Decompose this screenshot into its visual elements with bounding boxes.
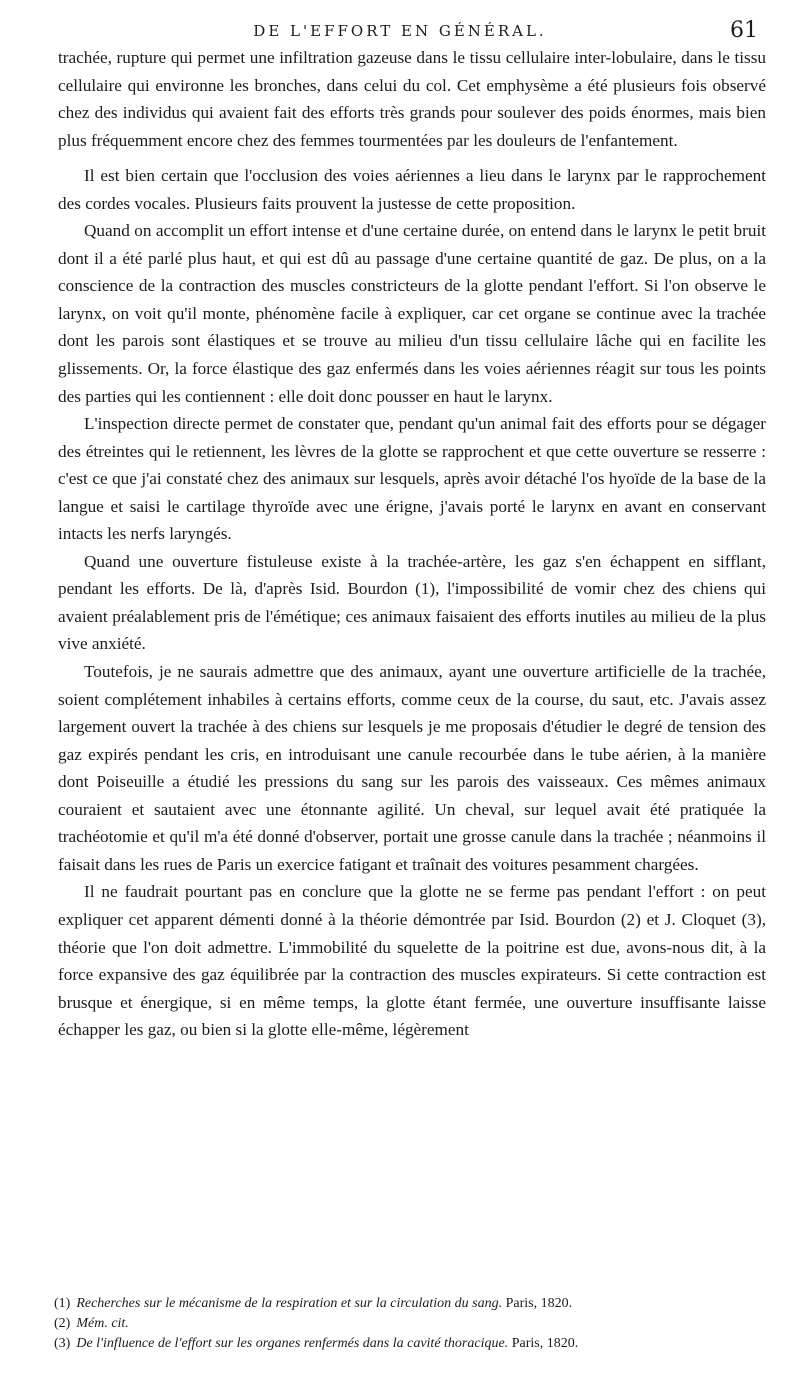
footnote-title: De l'influence de l'effort sur les organes renfermés dans la cavité thoracique. [76, 1336, 509, 1351]
footnote-mark: (1) [54, 1296, 71, 1311]
footnote-title: Recherches sur le mécanisme de la respiration et sur la circulation du sang. [76, 1296, 503, 1311]
footnote [54, 1314, 766, 1334]
page-number: 61 [730, 18, 758, 43]
footnotes [54, 1294, 766, 1354]
paragraph: Quand une ouverture fistuleuse existe à la trachée-artère, les gaz s'en échappent en sifflant, pendant les efforts. De là, d'après Isid. Bourdon (1), l'impossibilité de vomir chez des chiens qui avaient préalablement pris de l'émétique; ces animaux faisaient des efforts inutiles au milieu de la plus vive anxiété. [58, 551, 766, 654]
paragraph: Il est bien certain que l'occlusion des voies aériennes a lieu dans le larynx par le rapprochement des cordes vocales. Plusieurs faits prouvent la justesse de cette proposition. [58, 166, 766, 213]
footnote-mark: (3) [54, 1336, 71, 1351]
body-text [58, 44, 766, 1044]
paragraph: Quand on accomplit un effort intense et d'une certaine durée, on entend dans le larynx le petit bruit dont il a été parlé plus haut, et qui est dû au passage d'une certaine quantité de gaz. De plus, on a la conscience de la contraction des muscles constricteurs de la glotte pendant l'effort. Si l'on observe le larynx, on voit qu'il monte, phénomène facile à expliquer, car cet organe se continue avec la trachée dont les parois sont élastiques et se trouve au milieu d'un tissu cellulaire lâche qui en facilite les glissements. Or, la force élastique des gaz enfermés dans les voies aériennes réagit sur tous les points des parties qui les contiennent : elle doit donc pousser en haut le larynx. [58, 221, 766, 406]
paragraph: trachée, rupture qui permet une infiltration gazeuse dans le tissu cellulaire inter-lobulaire, dans le tissu cellulaire qui environne les bronches, dans celui du col. Cet emphysème a été plusieurs fois observé chez des individus qui avaient fait des efforts très grands pour soulever des poids énormes, mais bien plus fréquemment encore chez des femmes tourmentées par les douleurs de l'enfantement. [58, 48, 766, 150]
footnote [54, 1334, 766, 1354]
footnote-mark: (2) [54, 1316, 71, 1331]
running-head-title: DE L'EFFORT EN GÉNÉRAL. [253, 22, 547, 40]
paragraph: L'inspection directe permet de constater que, pendant qu'un animal fait des efforts pour se dégager des étreintes qui le retiennent, les lèvres de la glotte se rapprochent et que cette ouverture se resserre : c'est ce que j'ai constaté chez des animaux sur lesquels, après avoir détaché l'os hyoïde de la base de la langue et saisi le cartilage thyroïde avec une érigne, j'avais porté le larynx en avant en conservant intacts les nerfs laryngés. [58, 414, 766, 544]
footnote-rest: Paris, 1820. [502, 1296, 573, 1311]
paragraph: Toutefois, je ne saurais admettre que des animaux, ayant une ouverture artificielle de la trachée, soient complétement inhabiles à certains efforts, comme ceux de la course, du saut, etc. J'avais assez largement ouvert la trachée à des chiens sur lesquels je me proposais d'étudier le degré de tension des gaz expirés pendant les cris, en introduisant une canule recourbée dans le tube aérien, à la manière dont Poiseuille a étudié les pressions du sang sur les parois des vaisseaux. Ces mêmes animaux couraient et sautaient avec une étonnante agilité. Un cheval, sur lequel avait été pratiquée la trachéotomie et qu'il m'a été donné d'observer, portait une grosse canule dans la trachée ; néanmoins il faisait dans les rues de Paris un exercice fatigant et traînait des voitures pesamment chargées. [58, 662, 766, 874]
footnote-title: Mém. cit. [76, 1316, 129, 1331]
footnote [54, 1294, 766, 1314]
running-head [0, 18, 800, 42]
footnote-rest: Paris, 1820. [508, 1336, 579, 1351]
paragraph: Il ne faudrait pourtant pas en conclure que la glotte ne se ferme pas pendant l'effort : on peut expliquer cet apparent démenti donné à la théorie démontrée par Isid. Bourdon (2) et J. Cloquet (3), théorie que l'on doit admettre. L'immobilité du squelette de la poitrine est due, avons-nous dit, à la force expansive des gaz équilibrée par la contraction des muscles expirateurs. Si cette contraction est brusque et énergique, si en même temps, la glotte étant fermée, une ouverture insuffisante laisse échapper les gaz, ou bien si la glotte elle-même, légèrement [58, 882, 766, 1040]
